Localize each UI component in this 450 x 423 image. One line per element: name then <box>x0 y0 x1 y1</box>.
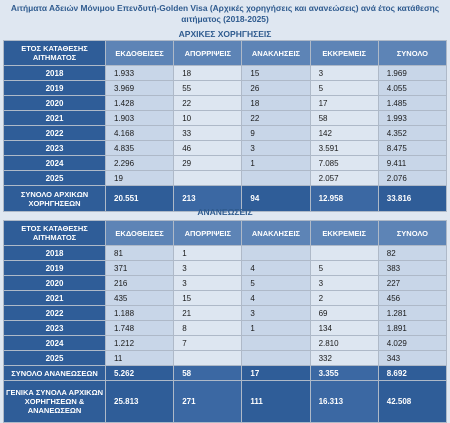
section-title-renewals: ΑΝΑΝΕΩΣΕΙΣ <box>197 207 253 217</box>
rejections-cell: 18 <box>174 66 242 81</box>
rejections-cell: 10 <box>174 111 242 126</box>
year-cell: 2024 <box>4 156 106 171</box>
total-sum: 33.816 <box>378 186 446 212</box>
table-row <box>4 126 447 141</box>
total-label: ΣΥΝΟΛΟ ΑΡΧΙΚΩΝ ΧΟΡΗΓΗΣΕΩΝ <box>4 186 106 212</box>
issued-cell: 11 <box>106 351 174 366</box>
header-total: ΣΥΝΟΛΟ <box>378 41 446 66</box>
year-cell: 2019 <box>4 261 106 276</box>
title-line-2: αιτήματος (2018-2025) <box>181 14 269 24</box>
pending-cell: 2.810 <box>310 336 378 351</box>
table-row <box>4 246 447 261</box>
total-cell: 2.076 <box>378 171 446 186</box>
pending-cell: 3 <box>310 66 378 81</box>
year-cell: 2025 <box>4 171 106 186</box>
issued-cell: 1.428 <box>106 96 174 111</box>
pending-cell: 3.591 <box>310 141 378 156</box>
header-issued: ΕΚΔΟΘΕΙΣΕΣ <box>106 221 174 246</box>
grand-total-issued: 25.813 <box>106 381 174 423</box>
total-cell: 4.055 <box>378 81 446 96</box>
grand-total-revocations: 111 <box>242 381 310 423</box>
revocations-cell: 3 <box>242 141 310 156</box>
total-cell: 383 <box>378 261 446 276</box>
issued-cell: 1.903 <box>106 111 174 126</box>
issued-cell: 371 <box>106 261 174 276</box>
table-row <box>4 306 447 321</box>
document-title <box>0 0 450 29</box>
revocations-cell <box>242 171 310 186</box>
issued-cell: 4.835 <box>106 141 174 156</box>
header-year: ΕΤΟΣ ΚΑΤΑΘΕΣΗΣ ΑΙΤΗΜΑΤΟΣ <box>4 221 106 246</box>
total-cell: 227 <box>378 276 446 291</box>
pending-cell: 142 <box>310 126 378 141</box>
header-revocations: ΑΝΑΚΛΗΣΕΙΣ <box>242 221 310 246</box>
revocations-cell: 4 <box>242 261 310 276</box>
total-cell: 1.281 <box>378 306 446 321</box>
issued-cell: 435 <box>106 291 174 306</box>
year-cell: 2020 <box>4 276 106 291</box>
revocations-cell: 1 <box>242 321 310 336</box>
issued-cell: 4.168 <box>106 126 174 141</box>
issued-cell: 1.933 <box>106 66 174 81</box>
revocations-cell: 9 <box>242 126 310 141</box>
year-cell: 2022 <box>4 126 106 141</box>
total-cell: 1.891 <box>378 321 446 336</box>
revocations-cell: 15 <box>242 66 310 81</box>
total-rejections: 58 <box>174 366 242 381</box>
revocations-cell <box>242 336 310 351</box>
header-row <box>4 221 447 246</box>
rejections-cell: 7 <box>174 336 242 351</box>
section-title-initial: ΑΡΧΙΚΕΣ ΧΟΡΗΓΗΣΕΙΣ <box>178 29 272 39</box>
revocations-cell: 1 <box>242 156 310 171</box>
rejections-cell: 33 <box>174 126 242 141</box>
issued-cell: 1.188 <box>106 306 174 321</box>
total-rejections: 213 <box>174 186 242 212</box>
year-cell: 2024 <box>4 336 106 351</box>
header-total: ΣΥΝΟΛΟ <box>378 221 446 246</box>
table-row <box>4 276 447 291</box>
revocations-cell: 3 <box>242 306 310 321</box>
rejections-cell: 55 <box>174 81 242 96</box>
pending-cell: 3 <box>310 276 378 291</box>
pending-cell <box>310 246 378 261</box>
rejections-cell: 22 <box>174 96 242 111</box>
total-sum: 8.692 <box>378 366 446 381</box>
total-revocations: 94 <box>242 186 310 212</box>
total-cell: 1.993 <box>378 111 446 126</box>
year-cell: 2020 <box>4 96 106 111</box>
pending-cell: 332 <box>310 351 378 366</box>
header-issued: ΕΚΔΟΘΕΙΣΕΣ <box>106 41 174 66</box>
rejections-cell: 3 <box>174 261 242 276</box>
grand-total-rejections: 271 <box>174 381 242 423</box>
revocations-cell: 18 <box>242 96 310 111</box>
table-row <box>4 66 447 81</box>
issued-cell: 19 <box>106 171 174 186</box>
rejections-cell <box>174 171 242 186</box>
grand-total-sum: 42.508 <box>378 381 446 423</box>
year-cell: 2019 <box>4 81 106 96</box>
revocations-cell: 22 <box>242 111 310 126</box>
year-cell: 2021 <box>4 291 106 306</box>
total-label: ΣΥΝΟΛΟ ΑΝΑΝΕΩΣΕΩΝ <box>4 366 106 381</box>
year-cell: 2018 <box>4 246 106 261</box>
total-pending: 12.958 <box>310 186 378 212</box>
total-issued: 20.551 <box>106 186 174 212</box>
header-revocations: ΑΝΑΚΛΗΣΕΙΣ <box>242 41 310 66</box>
rejections-cell: 8 <box>174 321 242 336</box>
renewals-table <box>3 220 447 423</box>
grand-total-row <box>4 381 447 423</box>
issued-cell: 1.212 <box>106 336 174 351</box>
pending-cell: 134 <box>310 321 378 336</box>
pending-cell: 58 <box>310 111 378 126</box>
issued-cell: 3.969 <box>106 81 174 96</box>
year-cell: 2021 <box>4 111 106 126</box>
issued-cell: 2.296 <box>106 156 174 171</box>
issued-cell: 216 <box>106 276 174 291</box>
rejections-cell: 3 <box>174 276 242 291</box>
table-row <box>4 111 447 126</box>
year-cell: 2018 <box>4 66 106 81</box>
rejections-cell: 46 <box>174 141 242 156</box>
total-cell: 1.485 <box>378 96 446 111</box>
rejections-cell: 15 <box>174 291 242 306</box>
table-row <box>4 351 447 366</box>
year-cell: 2022 <box>4 306 106 321</box>
total-issued: 5.262 <box>106 366 174 381</box>
pending-cell: 69 <box>310 306 378 321</box>
rejections-cell: 29 <box>174 156 242 171</box>
header-rejections: ΑΠΟΡΡΙΨΕΙΣ <box>174 221 242 246</box>
grand-total-pending: 16.313 <box>310 381 378 423</box>
total-cell: 456 <box>378 291 446 306</box>
pending-cell: 2.057 <box>310 171 378 186</box>
pending-cell: 17 <box>310 96 378 111</box>
total-cell: 82 <box>378 246 446 261</box>
total-cell: 9.411 <box>378 156 446 171</box>
revocations-cell: 5 <box>242 276 310 291</box>
table-row <box>4 141 447 156</box>
issued-cell: 1.748 <box>106 321 174 336</box>
title-line-1: Αιτήματα Αδειών Μόνιμου Επενδυτή-Golden Visa (Αρχικές χορηγήσεις και ανανεώσεις) ανά έτος κατάθεσης <box>10 3 440 13</box>
header-pending: ΕΚΚΡΕΜΕΙΣ <box>310 221 378 246</box>
issued-cell: 81 <box>106 246 174 261</box>
rejections-cell <box>174 351 242 366</box>
total-cell: 4.352 <box>378 126 446 141</box>
table-row <box>4 321 447 336</box>
year-cell: 2023 <box>4 321 106 336</box>
grand-total-label: ΓΕΝΙΚΑ ΣΥΝΟΛΑ ΑΡΧΙΚΩΝ ΧΟΡΗΓΗΣΕΩΝ & ΑΝΑΝΕΩΣΕΩΝ <box>4 381 106 423</box>
table-row <box>4 336 447 351</box>
year-cell: 2023 <box>4 141 106 156</box>
table-row <box>4 96 447 111</box>
rejections-cell: 21 <box>174 306 242 321</box>
revocations-cell: 26 <box>242 81 310 96</box>
pending-cell: 7.085 <box>310 156 378 171</box>
table-row <box>4 171 447 186</box>
total-cell: 1.969 <box>378 66 446 81</box>
year-cell: 2025 <box>4 351 106 366</box>
revocations-cell <box>242 351 310 366</box>
pending-cell: 5 <box>310 81 378 96</box>
header-row <box>4 41 447 66</box>
header-year: ΕΤΟΣ ΚΑΤΑΘΕΣΗΣ ΑΙΤΗΜΑΤΟΣ <box>4 41 106 66</box>
header-rejections: ΑΠΟΡΡΙΨΕΙΣ <box>174 41 242 66</box>
table-row <box>4 261 447 276</box>
total-revocations: 17 <box>242 366 310 381</box>
pending-cell: 2 <box>310 291 378 306</box>
header-pending: ΕΚΚΡΕΜΕΙΣ <box>310 41 378 66</box>
table-row <box>4 81 447 96</box>
table-row <box>4 291 447 306</box>
rejections-cell: 1 <box>174 246 242 261</box>
total-row <box>4 366 447 381</box>
total-pending: 3.355 <box>310 366 378 381</box>
table-row <box>4 156 447 171</box>
total-cell: 8.475 <box>378 141 446 156</box>
total-cell: 4.029 <box>378 336 446 351</box>
revocations-cell: 4 <box>242 291 310 306</box>
total-cell: 343 <box>378 351 446 366</box>
pending-cell: 5 <box>310 261 378 276</box>
revocations-cell <box>242 246 310 261</box>
initial-grants-table <box>3 40 447 212</box>
